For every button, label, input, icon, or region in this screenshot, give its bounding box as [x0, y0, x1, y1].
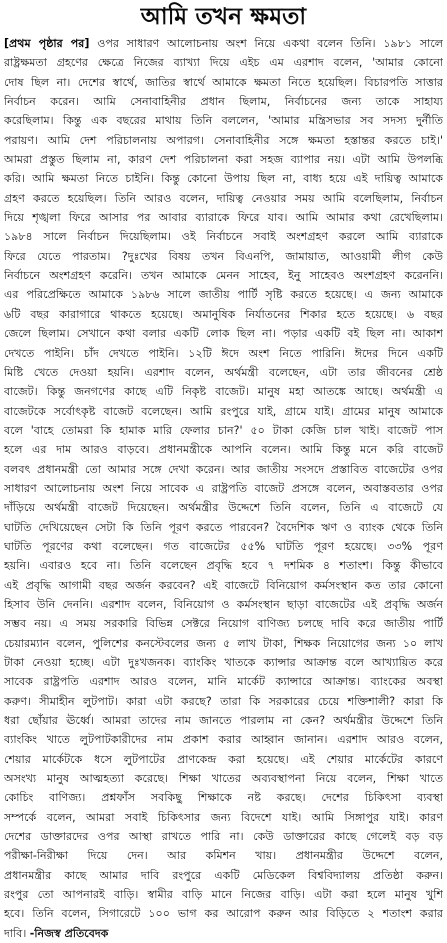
article-line: [4, 247, 443, 266]
article-line: [4, 208, 443, 227]
article-line-text: সাবেক রাষ্ট্রপতি এরশাদ আরও বলেন, মানি মার্কেট ক্যান্সারে আক্রান্ত। ব্যাংকের অবস্থা: [4, 675, 443, 689]
article-line: [4, 556, 443, 575]
article-line: [4, 440, 443, 459]
article-line-text: হয়নি। এবারও হবে না। তিনি বলেছেন প্রবৃদ্ধি হবে ৭ দশমিক ৪ শতাংশ। কিন্তু কীভাবে: [4, 559, 443, 573]
article-line-text: অসংখ্য মানুষ আত্মহত্যা করেছে। শিক্ষা খাতের অব্যবস্থাপনা নিয়ে বলেন, শিক্ষা খাতে: [4, 772, 443, 786]
article-line: [4, 498, 443, 517]
article-line-text: দাবি।: [4, 926, 27, 940]
article-line: [4, 285, 443, 304]
article-line-text: নির্বাচনে অংশগ্রহণ করেনি। তখন আমাকে মেনন সাহেব, ইনু সাহেবও অংশগ্রহণ করেননি।: [4, 269, 443, 283]
article-line: [4, 266, 443, 285]
article-line-text: ধরা ছোঁয়ার ঊর্ধ্বে। আমরা তাদের নাম জানতে পারলাম না কেন? অর্থমন্ত্রীর উদ্দেশে তিনি: [4, 714, 443, 728]
article-line: [4, 363, 443, 382]
article-line-text: কোচিং বাণিজ্য। প্রশ্নফাঁস সবকিছু শিক্ষাকে নষ্ট করছে। দেশের চিকিৎসা ব্যবস্থা: [4, 791, 443, 805]
article-line: [4, 402, 443, 421]
article-line-text: দোষ ছিল না। দেশের স্বার্থে, জাতির স্বার্থে আমাকে ক্ষমতা নিতে হয়েছিল। বিচারপতি সাত্তার: [4, 75, 443, 89]
article-line-text: হলে এর দাম আরও বাড়বে। প্রধানমন্ত্রীকে আপনি বলেন। আমি কিন্তু মনে করি বাজেট: [4, 443, 443, 457]
article-line: [4, 518, 443, 537]
article-line-text: ব্যাংকিং খাতে লুটপাটকারীদের নাম প্রকাশ করার আহ্বান জানান। এরশাদ আরও বলেন,: [4, 733, 443, 747]
article-line-text: মিষ্টি খেতে দেওয়া হয়নি। এরশাদ বলেন, অর্থমন্ত্রী বলেছেন, এটা তার জীবনের শ্রেষ্ঠ: [4, 365, 443, 379]
article-line: [4, 479, 443, 498]
article-line: [4, 711, 443, 730]
article-line: [4, 460, 443, 479]
article-line-text: করি। আমি ক্ষমতা নিতে চাইনি। কিন্তু কোনো উপায় ছিল না, বাধ্য হয়ে এই দায়িত্ব আমাকে: [4, 172, 443, 186]
article-line-text: পরায়ণ। আমি দেশ পরিচালনায় অপারগ। সেনাবাহিনীর সঙ্গে ক্ষমতা হস্তান্তর করতে চাই।': [4, 133, 443, 147]
article-line-text: জেলে ছিলাম। সেখানে কথা বলার একটি লোক ছিল না। পড়ার একটি বই ছিল না। আকাশ: [4, 327, 443, 341]
article-line: [4, 692, 443, 711]
article-line: [4, 653, 443, 672]
article-line: [4, 808, 443, 827]
article-line: [4, 382, 443, 401]
article-line-text: গ্রহণ করতে হয়েছিল। তিনি আরও বলেন, দায়িত্ব নেওয়ার সময় আমি বলেছিলাম, নির্বাচন: [4, 191, 443, 205]
article-line: [4, 769, 443, 788]
article-line: [4, 827, 443, 846]
headline: আমি তখন ক্ষমতা: [140, 4, 307, 30]
article-line-text: চেয়ারম্যান বলেন, পুলিশের কনস্টেবলের জন্য ৫ লাখ টাকা, শিক্ষক নিয়োগের জন্য ১০ লাখ: [4, 636, 443, 650]
article-line-text: টাকা নেওয়া হচ্ছে। এটা দুঃখজনক। ব্যাংকিং খাতকে ক্যান্সার আক্রান্ত বলে আখ্যায়িত করে: [4, 656, 443, 669]
article-line: [4, 672, 443, 691]
article-line: [4, 344, 443, 363]
article-line-text: ৬টি বছর কারাগারে থাকতে হয়েছে। অমানুষিক নির্যাতনের শিকার হতে হয়েছে। ৬ বছর: [4, 307, 443, 321]
article-line-text: বাজেট। কিন্তু জনগণের কাছে এটি নিকৃষ্ট বাজেট। মানুষ মহা আতঙ্কে আছে। অর্থমন্ত্রী এ: [4, 385, 443, 399]
article-line: [4, 904, 443, 923]
article-line: [4, 150, 443, 169]
article-line: [4, 73, 443, 92]
article-line-text: সম্পর্কে বলেন, আমরা সবাই চিকিৎসার জন্য বিদেশে যাই। আমি সিঙ্গাপুর যাই। কারণ: [4, 810, 443, 824]
article-line: [4, 169, 443, 188]
article-line: [4, 866, 443, 885]
article-line-text: হবে। তিনি বলেন, সিগারেটে ১০০ ভাগ কর আরোপ করুন আর বিড়িতে ২ শতাংশ করার: [4, 907, 443, 921]
article-line-text: বলবৎ প্রধানমন্ত্রী তো আমার সঙ্গে দেখা করেন। আর জাতীয় সংসদে প্রস্তাবিত বাজেটের ওপর: [4, 462, 443, 476]
article-line: [4, 614, 443, 633]
headline-container: [4, 2, 443, 32]
article-line-text: দেখতে পাইনি। চাঁদ দেখতে পাইনি। ১২টি ঈদে অংশ নিতে পারিনি। ঈদের দিনে একটি: [4, 346, 443, 360]
article-line: [4, 34, 443, 53]
article-line-text: ওপর সাধারণ আলোচনায় অংশ নিয়ে একথা বলেন তিনি। ১৯৮১ সালে: [97, 37, 443, 50]
article-line-text: ঘাটতি পূরণের কথা বলেছেন। গত বাজেটের ৫৫% ঘাটতি পূরণ হয়েছে। ৩৩% পূরণ: [4, 539, 443, 553]
article-body: [4, 34, 443, 943]
article-line: [4, 53, 443, 72]
article-line: [4, 846, 443, 865]
article-line: [4, 537, 443, 556]
article-line: [4, 788, 443, 807]
article-line-text: করেছিলাম। কিন্তু এক বছরের মাথায় তিনি বললেন, 'আমার মন্ত্রিসভার সব সদস্য দুর্নীতি: [4, 114, 443, 128]
article-line: [4, 324, 443, 343]
article-line: [4, 595, 443, 614]
article-line-text: নির্বাচন করেন। আমি সেনাবাহিনীর প্রধান ছিলাম, নির্বাচনের জন্য তাকে সাহায্য: [4, 95, 443, 109]
article-line: [4, 730, 443, 749]
article-line: [4, 92, 443, 111]
article-line-text: প্রধানমন্ত্রীর কাছে আমার দাবি রংপুরে একটি মেডিকেল বিশ্ববিদ্যালয় প্রতিষ্ঠা করুন।: [4, 868, 443, 882]
article-line-text: এই প্রবৃদ্ধি আগামী বছর অর্জন করবেন? এই বাজেটে বিনিয়োগ কর্মসংস্থান কত তার কোনো: [4, 578, 443, 592]
article-line-text: ঘাটতি দেখিয়েছেন সেটা কি তিনি পূরণ করতে পারবেন? বৈদেশিক ঋণ ও ব্যাংক থেকে তিনি: [4, 520, 443, 534]
article-line-text: রংপুর তো আপনারই বাড়ি। স্বামীর বাড়ি মানে নিজের বাড়ি। এটা করা হলে মানুষ খুশি: [4, 888, 443, 902]
kicker: [প্রথম পৃষ্ঠার পর]: [4, 37, 90, 50]
article-line: [4, 189, 443, 208]
byline: -নিজস্ব প্রতিবেদক: [29, 926, 109, 940]
article-line: [4, 750, 443, 769]
article-line-text: ১৯৮৪ সালে নির্বাচন দিয়েছিলাম। ওই নির্বাচনে সবাই অংশগ্রহণ করলে আমি ব্যারাকে: [4, 230, 443, 244]
article-line: [4, 576, 443, 595]
article-line: [4, 924, 443, 943]
article-line-text: সম্ভব নয়। এ সময় সরকারি বিভিন্ন সেক্টরে নিয়োগ বাণিজ্য চলছে দাবি করে জাতীয় পার্টি: [4, 617, 443, 631]
article-line-text: সাধারণ আলোচনায় অংশ নিয়ে সাবেক এ রাষ্ট্রপতি বাজেট প্রসঙ্গে বলেন, অবাস্তবতার ওপর: [4, 481, 443, 495]
article-line-text: দাঁড়িয়ে অর্থমন্ত্রী বাজেট দিয়েছেন। অর্থমন্ত্রীর উদ্দেশে তিনি বলেন, তিনি এ বাজেটে যে: [4, 501, 443, 515]
article-line-text: বাজেটকে সর্বোৎকৃষ্ট বাজেট বলেছেন। আমি রংপুরে যাই, গ্রামে যাই। গ্রামের মানুষ আমাকে: [4, 404, 443, 418]
article-line-text: আমরা প্রস্তুত ছিলাম না, কারণ দেশ পরিচালনা করা সহজ ব্যাপার নয়। এটা আমি উপলব্ধি: [4, 153, 443, 167]
article-line-text: রাষ্ট্রক্ষমতা গ্রহণের ক্ষেত্রে নিজের ব্যাখ্যা দিয়ে এইচ এম এরশাদ বলেন, 'আমার কোনো: [4, 56, 443, 70]
article-line: [4, 131, 443, 150]
article-line: [4, 227, 443, 246]
article-line-text: ফিরে যেতে পারতাম। ?দুঃখের বিষয় তখন বিএনপি, জামায়াত, আওয়ামী লীগ কেউ: [4, 249, 443, 263]
article-line-text: দেশের ডাক্তারদের ওপর আস্থা রাখতে পারি না। কেউ ডাক্তারের কাছে গেলেই বড় বড়: [4, 830, 443, 844]
article-line-text: শেয়ার মার্কেটকে ধসে লুটপাটের প্রাণকেন্দ্র করা হয়েছে। এই শেয়ার মার্কেটের কারণে: [4, 752, 443, 766]
article-line: [4, 421, 443, 440]
article-line-text: বলে 'বাহে তোমরা কি হামাক মারি ফেলার চান?' ৫০ টাকা কেজি চাল খাই। বাজেট পাস: [4, 423, 443, 437]
article-line-text: দিয়ে শৃঙ্খলা ফিরে আসার পর আবার ব্যারাকে ফিরে যাব। আমি আমার কথা রেখেছিলাম।: [4, 211, 443, 225]
article-line: [4, 305, 443, 324]
article-line-text: হিসাব উনি দেননি। এরশাদ বলেন, বিনিয়োগ ও কর্মসংস্থান ছাড়া বাজেটের এই প্রবৃদ্ধি অর্জন: [4, 597, 443, 611]
article-line: [4, 885, 443, 904]
article-line-text: করুণ। সীমাহীন লুটপাট। কারা এটা করছে? তারা কি সরকারের চেয়ে শক্তিশালী? কারা কি: [4, 694, 443, 708]
article-line: [4, 634, 443, 653]
article-line-text: এর পরিপ্রেক্ষিতে আমাকে ১৯৮৬ সালে জাতীয় পার্টি সৃষ্টি করতে হয়েছে। এ জন্য আমাকে: [4, 288, 443, 302]
article-line: [4, 111, 443, 130]
article-line-text: পরীক্ষা-নিরীক্ষা দিয়ে দেন। আর কমিশন খায়। প্রধানমন্ত্রীর উদ্দেশে বলেন,: [4, 849, 443, 863]
